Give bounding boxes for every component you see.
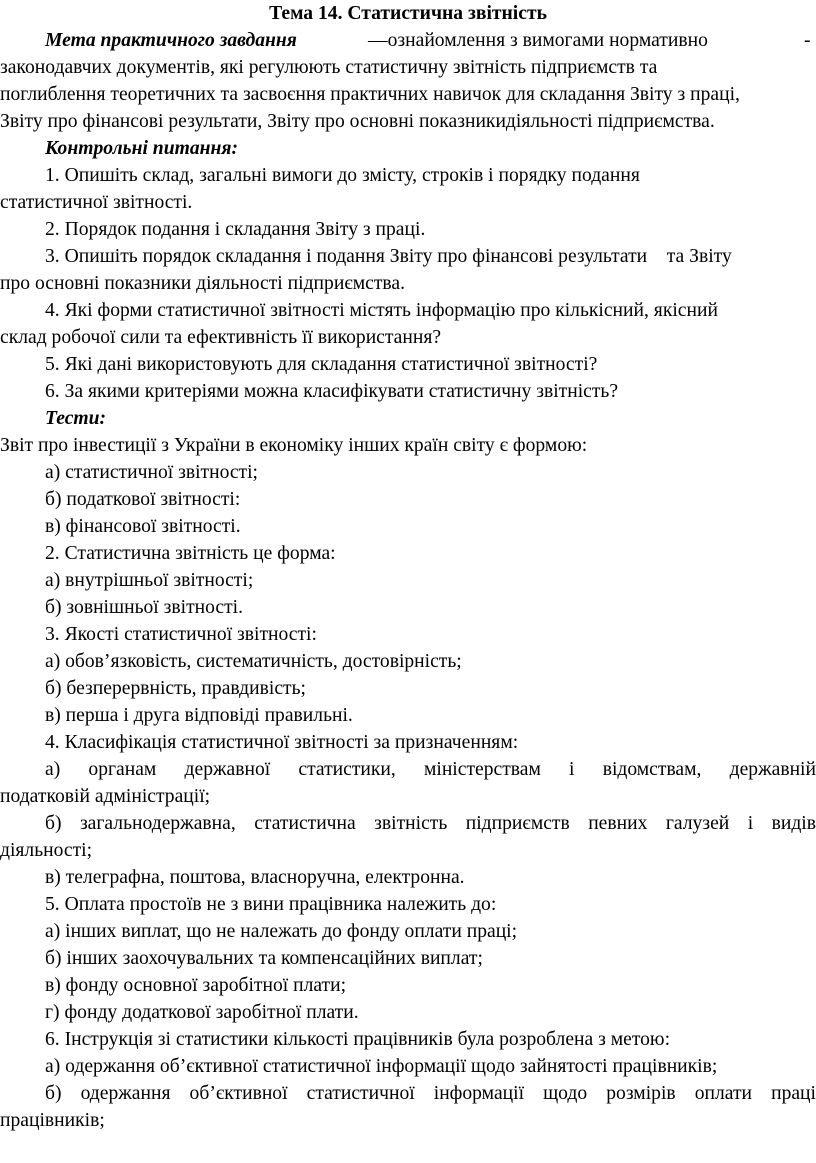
test-option: а) органам державної статистики, міністерствам і відомствам, державній <box>45 759 816 780</box>
control-question-line: 5. Які дані використовують для складання статистичної звітності? <box>45 354 598 375</box>
control-question-line: 2. Порядок подання і складання Звіту з праці. <box>45 219 426 240</box>
test-option: в) фінансової звітності. <box>45 516 241 537</box>
test-question: 6. Інструкція зі статистики кількості працівників була розроблена з метою: <box>45 1029 671 1050</box>
tests-heading: Тести: <box>45 408 107 429</box>
goal-dash: - <box>804 30 811 51</box>
control-question-line: про основні показники діяльності підприємства. <box>0 273 405 294</box>
goal-label: Мета практичного завдання <box>45 30 297 51</box>
test-option: б) зовнішньої звітності. <box>45 597 244 618</box>
test-question: 4. Класифікація статистичної звітності за призначенням: <box>45 732 519 753</box>
test-option: а) одержання об’єктивної статистичної інформації щодо зайнятості працівників; <box>45 1056 718 1077</box>
test-option-continuation: податковій адміністрації; <box>0 786 211 807</box>
test-option: в) телеграфна, поштова, власноручна, електронна. <box>45 867 465 888</box>
control-question-line: 6. За якими критеріями можна класифікувати статистичну звітність? <box>45 381 619 402</box>
test-option: б) податкової звітності: <box>45 489 241 510</box>
goal-line-4: Звіту про фінансові результати, Звіту про основні показникидіяльності підприємства. <box>0 111 715 132</box>
control-question-line: склад робочої сили та ефективність її використання? <box>0 327 442 348</box>
control-question-line: 3. Опишіть порядок складання і подання Звіту про фінансові результати та Звіту <box>45 246 732 267</box>
test-option: г) фонду додаткової заробітної плати. <box>45 1002 359 1023</box>
test-question: 5. Оплата простоїв не з вини працівника належить до: <box>45 894 497 915</box>
goal-line-1 <box>0 27 816 54</box>
test-question: 3. Якості статистичної звітності: <box>45 624 317 645</box>
test-option-continuation: діяльності; <box>0 840 93 861</box>
test-option: б) інших заохочувальних та компенсаційних виплат; <box>45 948 483 969</box>
test-option: а) обов’язковість, систематичність, достовірність; <box>45 651 462 672</box>
goal-text-start: —ознайомлення з вимогами нормативно <box>368 30 708 51</box>
test-option: а) інших виплат, що не належать до фонду оплати праці; <box>45 921 518 942</box>
goal-line-2: законодавчих документів, які регулюють статистичну звітність підприємств та <box>0 57 658 78</box>
test-option-continuation: працівників; <box>0 1110 105 1131</box>
test-option: а) внутрішньої звітності; <box>45 570 254 591</box>
test-option: в) фонду основної заробітної плати; <box>45 975 347 996</box>
test-option: б) одержання об’єктивної статистичної інформації щодо розмірів оплати праці <box>45 1083 816 1104</box>
test-option: б) загальнодержавна, статистична звітність підприємств певних галузей і видів <box>45 813 816 834</box>
test-option: в) перша і друга відповіді правильні. <box>45 705 353 726</box>
test-line: Звіт про інвестиції з України в економіку інших країн світу є формою: <box>0 435 588 456</box>
test-option: а) статистичної звітності; <box>45 462 258 483</box>
goal-line-3: поглиблення теоретичних та засвоєння практичних навичок для складання Звіту з праці, <box>0 84 740 105</box>
control-questions-heading: Контрольні питання: <box>45 138 238 159</box>
control-question-line: 4. Які форми статистичної звітності містять інформацію про кількісний, якісний <box>45 300 718 321</box>
control-question-line: статистичної звітності. <box>0 192 193 213</box>
page-title: Тема 14. Статистична звітність <box>269 3 547 24</box>
test-option: б) безперервність, правдивість; <box>45 678 306 699</box>
test-question: 2. Статистична звітність це форма: <box>45 543 336 564</box>
control-question-line: 1. Опишіть склад, загальні вимоги до змісту, строків і порядку подання <box>45 165 640 186</box>
